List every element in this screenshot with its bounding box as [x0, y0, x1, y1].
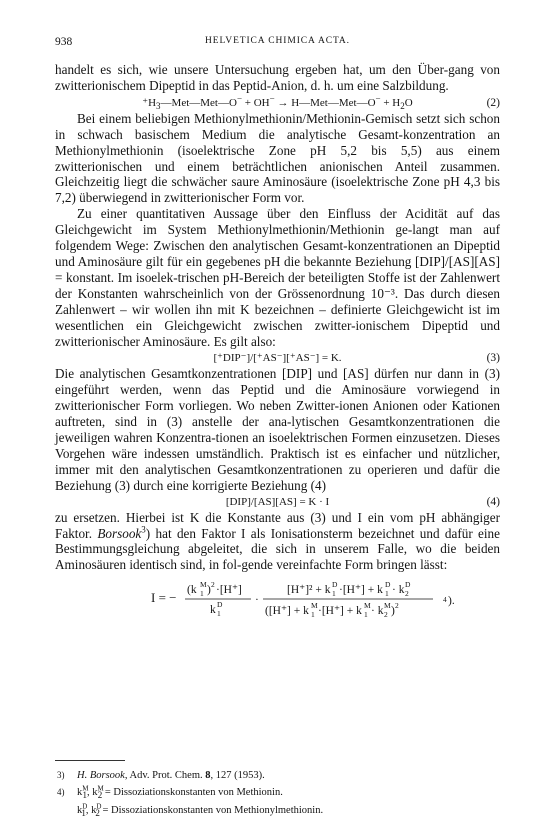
svg-text:2: 2: [384, 610, 388, 620]
equation-4-number: (4): [486, 495, 500, 508]
svg-text:2: 2: [395, 601, 399, 611]
equation-3-content: [⁺DIP⁻]/[⁺AS⁻][⁺AS⁻] = K.: [213, 352, 342, 365]
svg-text:): ): [207, 584, 211, 597]
footnote-3-volume: 8: [205, 770, 211, 781]
footnote-3-rest: , 127 (1953).: [210, 770, 265, 781]
svg-text:D: D: [405, 580, 411, 590]
svg-text:·[H⁺] + k: ·[H⁺] + k: [318, 605, 362, 618]
equation-ionization-term: [55, 575, 500, 621]
body-text: [55, 62, 500, 623]
ionization-term-formula: [55, 575, 500, 621]
svg-text:· k: · k: [371, 605, 384, 618]
svg-text:1: 1: [311, 610, 315, 620]
svg-text:D: D: [385, 580, 391, 590]
svg-text:): ): [391, 605, 395, 618]
svg-text:2: 2: [211, 580, 215, 590]
svg-text:2: 2: [405, 589, 409, 599]
footnote-3-author: H. Borsook: [77, 770, 125, 781]
footnote-4-line1: = Dissoziationskonstanten von Methionin.: [104, 787, 283, 798]
footnote-3: [55, 768, 500, 783]
running-header: [55, 36, 500, 52]
svg-text:).: ).: [448, 595, 455, 608]
svg-text:·[H⁺] + k: ·[H⁺] + k: [339, 584, 383, 597]
svg-text:4: 4: [443, 595, 447, 605]
svg-text:1: 1: [385, 589, 389, 599]
svg-text:M: M: [364, 601, 371, 611]
author-borsook: Borsook: [97, 525, 142, 541]
journal-title: HELVETICA CHIMICA ACTA.: [205, 36, 350, 46]
paragraph-acidity: Zu einer quantitativen Aussage über den Einfluss der Acidität auf das Gleichgewicht im System Methionylmethionin/Methionin ge-langt man auf folgendem Wege: Zwischen den analytischen Gesamt-konzentrationen an Dipeptid und Aminosäure gilt für ein gegebenes pH die bekannte Beziehung [DIP]/[AS][AS] = konstant. Im isoelek-trischen pH-Bereich der beteiligten Stoffe ist der Zahlenwert der Konstanten wahrscheinlich von der Grössenordnung 10⁻³. Das durch diesen Zahlenwert – wir wollen ihn mit K bezeichnen – definierte Gleichgewicht ist im wesentlichen ein Gleichgewicht zwischen zwitter-ionischem Dipeptid und zwitterionischer Aminosäure. Es gilt also:: [55, 206, 500, 349]
paragraph-continuation: handelt es sich, wie unsere Untersuchung ergeben hat, um den Über-gang von zwitterionischem Dipeptid in das Peptid-Anion, d. h. um eine Salzbildung.: [55, 62, 500, 93]
footnote-4: [55, 785, 500, 800]
footnote-ref-3: 3: [141, 524, 146, 535]
equation-2-number: (2): [486, 96, 500, 109]
svg-text:I = −: I = −: [151, 590, 177, 606]
footnote-rule: [55, 760, 125, 761]
svg-text:1: 1: [332, 589, 336, 599]
svg-text:M: M: [311, 601, 318, 611]
paragraph-factor-a: zu ersetzen. Hierbei ist K die Konstante aus (3) und I ein vom pH abhängiger Faktor.: [55, 509, 500, 541]
svg-text:1: 1: [364, 610, 368, 620]
svg-text:D: D: [332, 580, 338, 590]
svg-text:·[H⁺]: ·[H⁺]: [216, 584, 242, 597]
paragraph-mixture: Bei einem beliebigen Methionylmethionin/Methionin-Gemisch setzt sich schon in schwach basischem Medium die analytische Gesamt-konzentration an Methionylmethionin (isoelektrische Zone pH 5,2 bis 5,5) aus einem zwitterionischen und einem beträchtlichen anionischen Anteil zusammen. Gleichzeitig liegt die schwächer saure Aminosäure (isoelektrische Zone pH 4,3 bis 7,2) überwiegend in zwitterionischer Form vor.: [55, 110, 500, 206]
svg-text:([H⁺] + k: ([H⁺] + k: [265, 605, 309, 618]
footnotes: [55, 768, 500, 818]
footnote-4-line2: = Dissoziationskonstanten von Methionylmethionin.: [102, 805, 324, 816]
svg-text:·: ·: [255, 594, 259, 607]
equation-4: [55, 494, 500, 510]
footnote-3-mark: 3): [57, 770, 65, 780]
svg-text:1: 1: [217, 609, 221, 619]
svg-text:M: M: [384, 601, 391, 611]
paragraph-factor: [55, 510, 500, 574]
footnote-4-symbols-d: $k^D_1$, $k^D_2$: [77, 802, 102, 819]
svg-text:[H⁺]² + k: [H⁺]² + k: [287, 584, 331, 597]
footnote-4-mark: 4): [57, 787, 65, 797]
svg-text:k: k: [210, 604, 216, 617]
svg-text:· k: · k: [392, 584, 405, 597]
paragraph-concentrations: Die analytischen Gesamtkonzentrationen [DIP] und [AS] dürfen nur dann in (3) eingeführt werden, wenn das Peptid und die Aminosäure vorwiegend in zwitterionischer Form vorliegen. Wo neben Zwitter-ionen Anionen oder Kationen auftreten, sind in (3) anstelle der ana-lytischen Gesamtkonzentrationen die jeweiligen wahren Konzentra-tionen an isoelektrischen Formen einzusetzen. Dieses Vorgehen wäre indessen umständlich. Praktisch ist es einfacher und nützlicher, immer mit den analytischen Gesamtkonzentrationen zu operieren und dafür die Beziehung (3) durch eine korrigierte Beziehung (4): [55, 366, 500, 493]
footnote-4-continued: [55, 803, 500, 818]
svg-text:D: D: [217, 600, 223, 610]
page-number: 938: [55, 36, 73, 48]
equation-3: [55, 350, 500, 366]
equation-4-content: [DIP]/[AS][AS] = K · I: [225, 495, 330, 508]
equation-2: [55, 95, 500, 111]
svg-text:M: M: [200, 580, 207, 590]
paragraph-factor-b: ) hat den Faktor I als Ionisationsterm bezeichnet und dafür eine Bestimmungsgleichung abgeleitet, die sich in unserem Falle, wo die beiden Aminosäuren identisch sind, in fol-gende vereinfachte Form bringen lässt:: [55, 525, 500, 573]
footnote-4-symbols-m: $k^M_1$, $k^M_2$: [77, 784, 104, 801]
equation-3-number: (3): [486, 352, 500, 365]
svg-text:(k: (k: [187, 584, 197, 597]
footnote-3-text: , Adv. Prot. Chem.: [124, 770, 203, 781]
equation-2-content: $^+H_3—Met—Met—O^- + OH^-$ → H—Met—Met—O− + $H_2O$: [142, 93, 413, 111]
svg-text:1: 1: [200, 589, 204, 599]
